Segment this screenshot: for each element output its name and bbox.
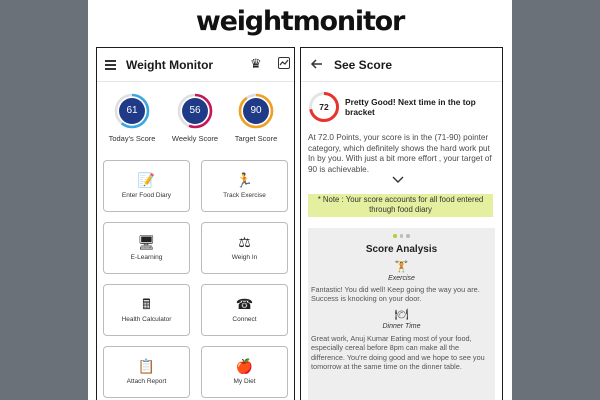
score-ring (114, 93, 150, 129)
score-analysis-card[interactable] (308, 228, 495, 400)
exercise-icon: 🏋 (394, 261, 409, 273)
weekly-score[interactable] (164, 93, 226, 143)
chevron-down-icon[interactable] (391, 176, 405, 184)
tile-label: Weigh In (231, 254, 258, 261)
score-gauge (308, 91, 340, 123)
tile-label: Health Calculator (121, 316, 172, 323)
score-note: * Note : Your score accounts for all food entered through food diary (308, 194, 493, 217)
target-score-label: Target Score (234, 134, 278, 143)
todays-score-value: 61 (126, 105, 138, 116)
phone-icon: ☎ (235, 296, 254, 312)
carousel-dots[interactable] (308, 234, 495, 238)
weekly-score-value: 56 (189, 105, 201, 116)
tile-label: My Diet (233, 378, 256, 385)
brand-logo: weightmonitor (195, 6, 405, 37)
e-learning-icon: 🖥 (137, 234, 156, 250)
menu-icon[interactable] (105, 60, 116, 70)
weigh-in-tile[interactable] (201, 222, 288, 274)
exercise-text: Fantastic! You did well! Keep going the way you are. Success is knocking on your door. (311, 285, 480, 304)
home-app-bar (97, 48, 294, 82)
score-detail-content (301, 83, 501, 400)
score-app-bar (301, 48, 502, 82)
tile-label: Attach Report (126, 378, 167, 385)
attach-report-tile[interactable] (103, 346, 190, 398)
home-screen (96, 47, 295, 400)
scale-icon: ⚖ (238, 234, 251, 250)
score-summary (97, 93, 294, 153)
e-learning-tile[interactable] (103, 222, 190, 274)
tile-label: Connect (232, 316, 257, 323)
exercise-heading: Exercise (388, 275, 415, 282)
calculator-icon: 🖩 (142, 296, 151, 312)
todays-score-label: Today's Score (108, 134, 156, 143)
todays-score[interactable] (101, 93, 163, 143)
connect-tile[interactable] (201, 284, 288, 336)
food-diary-icon: 📝 (137, 172, 156, 188)
chart-icon[interactable] (278, 57, 290, 69)
dinner-icon: 🍽 (394, 309, 409, 321)
score-value: 72 (319, 102, 329, 112)
back-arrow-icon[interactable] (310, 57, 324, 71)
report-icon: 📋 (137, 358, 156, 374)
dinner-heading: Dinner Time (382, 323, 421, 330)
dinner-text: Great work, Anuj Kumar Eating most of your food, especially cereal before 8pm can make all the difference. You're doing good and we hope to see you tomorrow at the same time on the dinner table. (311, 334, 485, 371)
score-ring (238, 93, 274, 129)
score-headline: Pretty Good! Next time in the top bracket (345, 97, 476, 118)
target-score[interactable] (225, 93, 287, 143)
app-title: Weight Monitor (126, 58, 214, 72)
health-calculator-tile[interactable] (103, 284, 190, 336)
showcase-canvas (88, 0, 512, 400)
tile-label: E-Learning (130, 254, 163, 261)
apple-icon: 🍎 (235, 358, 254, 374)
score-summary-text: At 72.0 Points, your score is in the (71-90) pointer category, which definitely shows the hard work put In by you. With just a bit more effort , your target of 90 is achievable. (308, 133, 492, 174)
score-ring (177, 93, 213, 129)
screen-title: See Score (334, 58, 393, 72)
analysis-title: Score Analysis (365, 244, 438, 255)
weekly-score-label: Weekly Score (171, 134, 219, 143)
track-exercise-tile[interactable] (201, 160, 288, 212)
my-diet-tile[interactable] (201, 346, 288, 398)
crown-icon[interactable]: ♛ (250, 56, 262, 71)
target-score-value: 90 (250, 105, 262, 116)
score-detail-screen (300, 47, 503, 400)
tile-label: Track Exercise (223, 192, 266, 199)
food-diary-tile[interactable] (103, 160, 190, 212)
running-icon: 🏃 (235, 172, 254, 188)
tile-label: Enter Food Diary (121, 192, 172, 199)
